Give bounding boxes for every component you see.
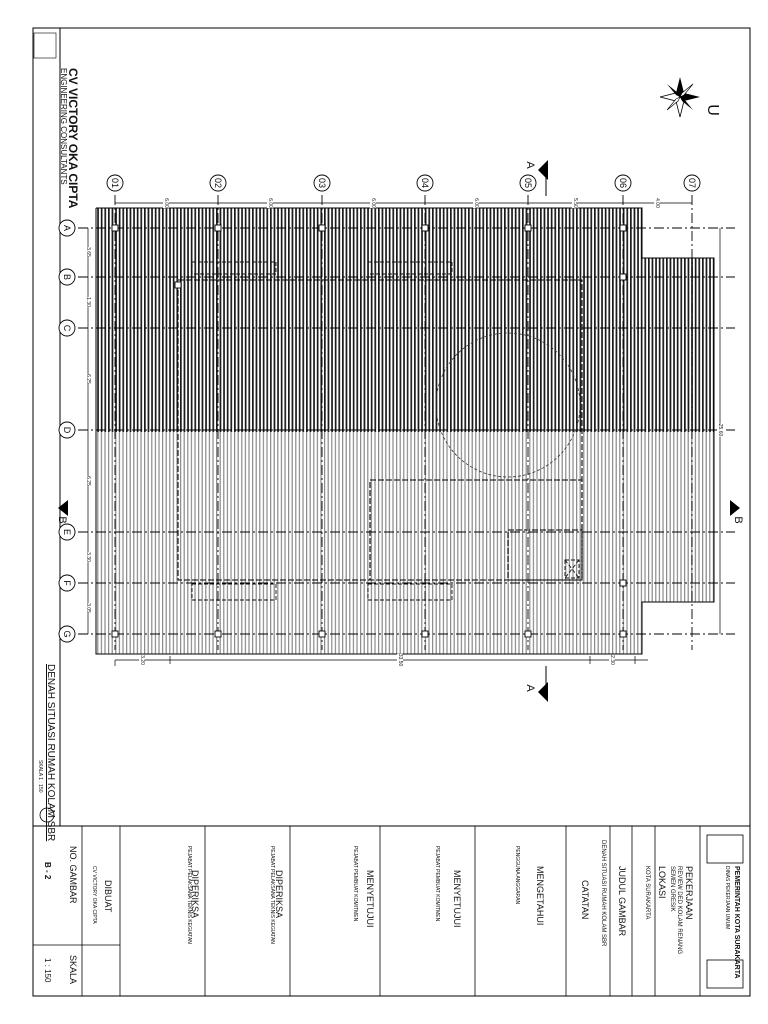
dimension-text: 6.00 xyxy=(370,198,376,208)
grid-column-label: 06 xyxy=(618,177,628,189)
menyetujui-label-2: MENYETUJUI xyxy=(365,870,375,928)
grid-row-label: G xyxy=(62,630,72,638)
owner-line1: PEMERINTAH KOTA SURAKARTA xyxy=(733,866,740,979)
north-arrow-icon xyxy=(660,77,700,117)
diperiksa-role-2: PEJABAT PELAKSANA TEKNIS KEGIATAN xyxy=(186,846,192,944)
dimension-text: 5.50 xyxy=(572,198,578,208)
skala-label: SKALA xyxy=(68,955,78,985)
menyetujui-role: PEJABAT PEMBUAT KOMITMEN xyxy=(434,846,440,922)
catatan-label: CATATAN xyxy=(580,880,590,920)
judul-value: DENAH SITUASI RUMAH KOLAM SBR xyxy=(600,840,606,947)
diperiksa-label: DIPERIKSA xyxy=(274,870,284,919)
company-logo-box xyxy=(34,33,56,58)
section-label-a-top: A xyxy=(524,161,536,169)
owner-line2: DINAS PEKERJAAN UMUM xyxy=(724,866,730,930)
grid-row-label: C xyxy=(62,324,72,332)
title-block-lines xyxy=(33,826,743,996)
grid-row-label: B xyxy=(62,273,72,281)
grid-column-label: 02 xyxy=(213,177,223,189)
grid-row-label: F xyxy=(62,580,72,586)
dimension-text: 3.65 xyxy=(85,247,91,257)
dimension-text: 3.05 xyxy=(85,603,91,613)
dimension-text: 6.00 xyxy=(163,198,169,208)
grid-row-label: E xyxy=(62,528,72,536)
pekerjaan-value-2: SEMEN GRESIK xyxy=(669,866,675,912)
section-label-a-bottom: A xyxy=(524,684,536,692)
lokasi-label: LOKASI xyxy=(657,866,667,899)
dimension-text: 3.20 xyxy=(139,655,145,665)
grid-row-label: A xyxy=(62,224,72,232)
dimension-text: 6.00 xyxy=(473,198,479,208)
pejabat-role: PEJABAT PEMBUAT KOMITMEN xyxy=(352,846,358,922)
dimension-text: 2.30 xyxy=(609,655,615,665)
pekerjaan-label: PEKERJAAN xyxy=(684,866,694,920)
dibuat-label: DIBUAT xyxy=(103,880,113,913)
dimension-text: 6.25 xyxy=(85,476,91,486)
grid-column-label: 07 xyxy=(687,177,697,189)
dimension-text: 6.00 xyxy=(267,198,273,208)
grid-column-label: 05 xyxy=(523,177,533,189)
no-gambar-value: B - 2 xyxy=(43,862,52,880)
company-name: CV VICTORY OKA CIPTA xyxy=(66,68,80,209)
pekerjaan-value: REVIEW DED KOLAM RENANG xyxy=(676,866,682,955)
grid-column-label: 01 xyxy=(110,177,120,189)
grid-column-label: 03 xyxy=(317,177,327,189)
menyetujui-label: MENYETUJUI xyxy=(452,870,462,928)
mengetahui-label: MENGETAHUI xyxy=(535,866,545,926)
dimension-text-total-length: 33.50 xyxy=(397,653,403,667)
dimension-text-total-width: 25.60 xyxy=(717,423,723,437)
grid-row-label: D xyxy=(62,426,72,434)
dimension-text: 6.25 xyxy=(85,374,91,384)
dimension-text: 4.00 xyxy=(654,198,660,208)
section-label-b-right: B xyxy=(732,516,744,524)
drawing-title: DENAH SITUASI RUMAH KOLAM SBR xyxy=(45,664,56,842)
judul-label: JUDUL GAMBAR xyxy=(617,866,627,937)
diperiksa-role: PEJABAT PELAKSANA TEKNIS KEGIATAN xyxy=(269,846,275,944)
column-markers xyxy=(107,175,700,191)
company-subtitle: ENGINEERING CONSULTANTS xyxy=(59,68,68,185)
drawing-scale: SKALA 1 : 150 xyxy=(37,760,43,793)
dimension-text: 3.30 xyxy=(85,552,91,562)
lokasi-value: KOTA SURAKARTA xyxy=(644,866,650,920)
section-label-b-left: B xyxy=(56,516,68,524)
grid-column-label: 04 xyxy=(420,177,430,189)
north-label: U xyxy=(704,104,721,116)
diperiksa-label-2: DIPERIKSA xyxy=(190,870,200,919)
dibuat-role: CV VICTORY OKA CIPTA xyxy=(91,866,97,924)
no-gambar-label: NO. GAMBAR xyxy=(68,846,78,904)
mengetahui-role: PENGGUNA ANGGARAN xyxy=(514,846,520,905)
skala-value: 1 : 150 xyxy=(43,958,52,983)
dimension-text: 1.30 xyxy=(85,297,91,307)
